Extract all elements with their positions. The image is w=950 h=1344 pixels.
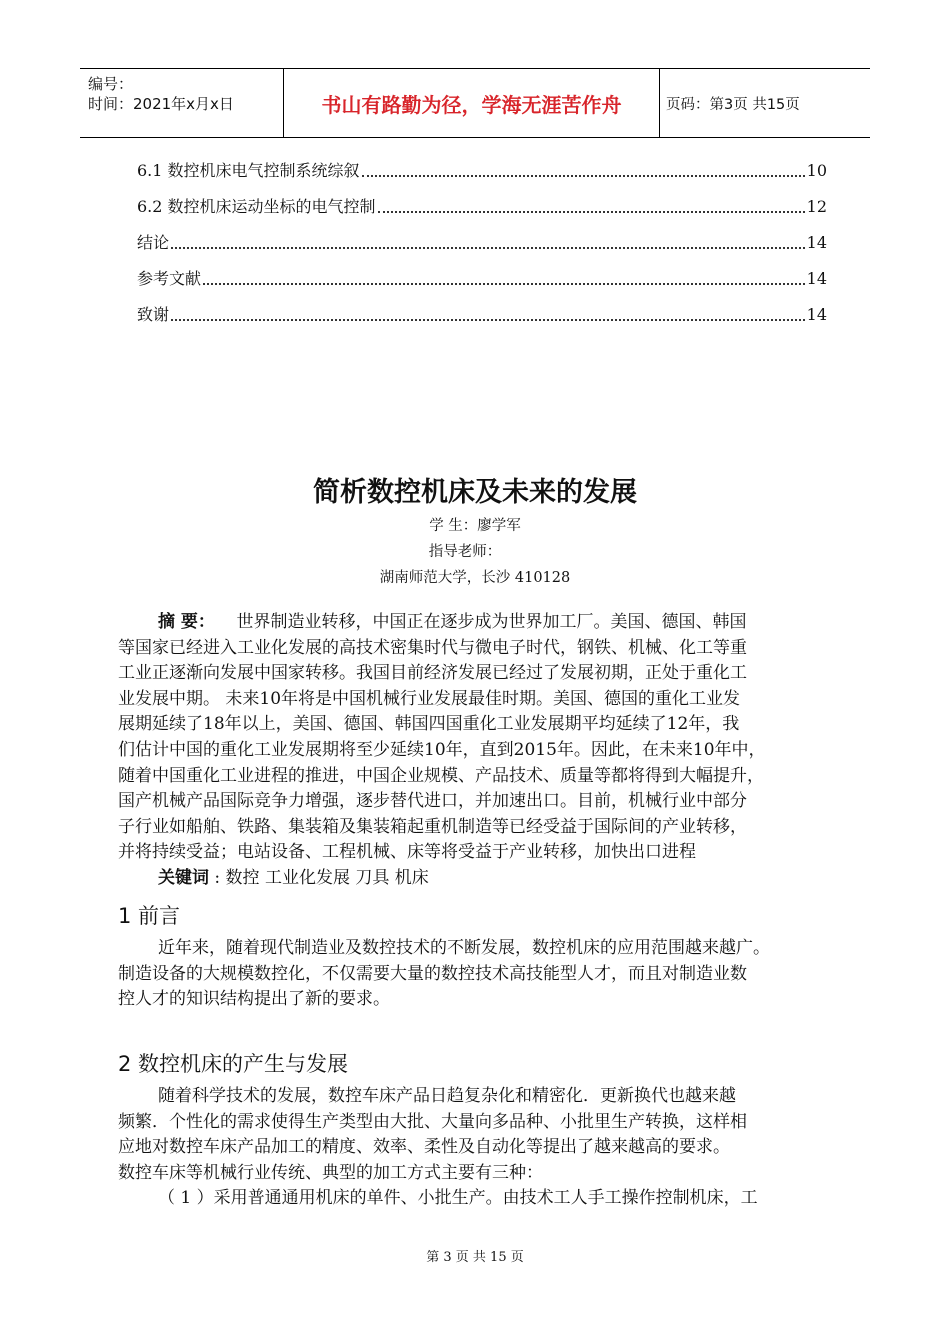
toc-entry-title: 参考文献 [137,269,202,288]
keywords-line [118,866,830,892]
toc-entry-page: 10 [806,161,827,180]
toc-entry-page: 14 [806,305,827,324]
abstract-line: 业发展中期。 未来10年将是中国机械行业发展最佳时期。美国、德国的重化工业发 [118,688,741,709]
keywords-label: 关键词 [158,867,209,888]
header-page-info: 页码：第3页 共15页 [666,96,800,113]
toc-dot-leader [171,247,805,249]
toc-dot-leader [362,175,805,177]
abstract-line: 子行业如船舶、铁路、集装箱及集装箱起重机制造等已经受益于国际间的产业转移， [118,816,747,837]
body-line: 控人才的知识结构提出了新的要求。 [118,989,390,1010]
body-line: （ 1 ）采用普通通用机床的单件、小批生产。由技术工人手工操作控制机床，工 [158,1188,758,1209]
time-label: 时间：2021年x月x日 [88,95,234,113]
keywords-text: : 数控 工业化发展 刀具 机床 [214,867,429,888]
body-line: 频繁．个性化的需求使得生产类型由大批、大量向多品种、小批里生产转换，这样相 [118,1111,747,1132]
abstract-first-line [118,610,830,636]
toc-entry [137,195,827,219]
body-line: 数控车床等机械行业传统、典型的加工方式主要有三种： [118,1162,543,1183]
abstract-label: 摘 要： [158,612,215,632]
toc-entry [137,159,827,183]
code-label: 编号： [88,75,134,93]
abstract-line: 随着中国重化工业进程的推进，中国企业规模、产品技术、质量等都将得到大幅提升， [118,765,764,786]
toc-entry-title: 致谢 [137,305,170,324]
toc-entry-title: 6.1 数控机床电气控制系统综叙 [137,161,360,180]
toc-entry [137,267,827,291]
toc-entry-title: 结论 [137,233,170,252]
abstract-line: 国产机械产品国际竞争力增强，逐步替代进口，并加速出口。目前，机械行业中部分 [118,791,747,812]
article-title: 简析数控机床及未来的发展 [313,477,637,508]
section2-body [118,1084,830,1212]
body-line: 近年来，随着现代制造业及数控技术的不断发展，数控机床的应用范围越来越广。 [158,938,770,958]
body-line: 应地对数控车床产品加工的精度、效率、柔性及自动化等提出了越来越高的要求。 [118,1137,730,1158]
section1-body [118,936,830,1013]
document-header [80,68,870,138]
header-meta [80,69,283,137]
toc-entry [137,303,827,327]
toc-entry-page: 14 [806,233,827,252]
toc-dot-leader [378,211,805,213]
abstract-line: 们估计中国的重化工业发展期将至少延续10年，直到2015年。因此，在未来10年中， [118,739,766,760]
abstract-line: 工业正逐渐向发展中国家转移。我国目前经济发展已经过了发展初期，正处于重化工 [118,663,747,684]
body-line: 随着科学技术的发展，数控车床产品日趋复杂化和精密化．更新换代也越来越 [158,1086,736,1106]
student-line: 学 生：廖学军 [429,518,521,534]
abstract-line: 等国家已经进入工业化发展的高技术密集时代与微电子时代，钢铁、机械、化工等重 [118,637,747,658]
section-heading-2: 2 数控机床的产生与发展 [118,1052,349,1076]
header-motto: 书山有路勤为径，学海无涯苦作舟 [283,69,660,137]
abstract-line: 世界制造业转移，中国正在逐步成为世界加工厂。美国、德国、韩国 [236,612,747,632]
section-heading-1: 1 前言 [118,904,181,928]
toc-entry-page: 12 [806,197,827,216]
advisor-line: 指导老师： [428,544,502,560]
abstract-line: 展期延续了18年以上，美国、德国、韩国四国重化工业发展期平均延续了12年，我 [118,714,740,735]
page-footer: 第 3 页 共 15 页 [426,1250,524,1265]
toc-entry-page: 14 [806,269,827,288]
toc-dot-leader [171,319,805,321]
toc-entry-title: 6.2 数控机床运动坐标的电气控制 [137,197,376,216]
toc-entry [137,231,827,255]
body-line: 制造设备的大规模数控化，不仅需要大量的数控技术高技能型人才，而且对制造业数 [118,963,747,984]
abstract [118,610,830,892]
abstract-line: 并将持续受益；电站设备、工程机械、床等将受益于产业转移，加快出口进程 [118,842,696,863]
toc-dot-leader [203,283,805,285]
affiliation-line: 湖南师范大学，长沙 410128 [379,570,571,586]
